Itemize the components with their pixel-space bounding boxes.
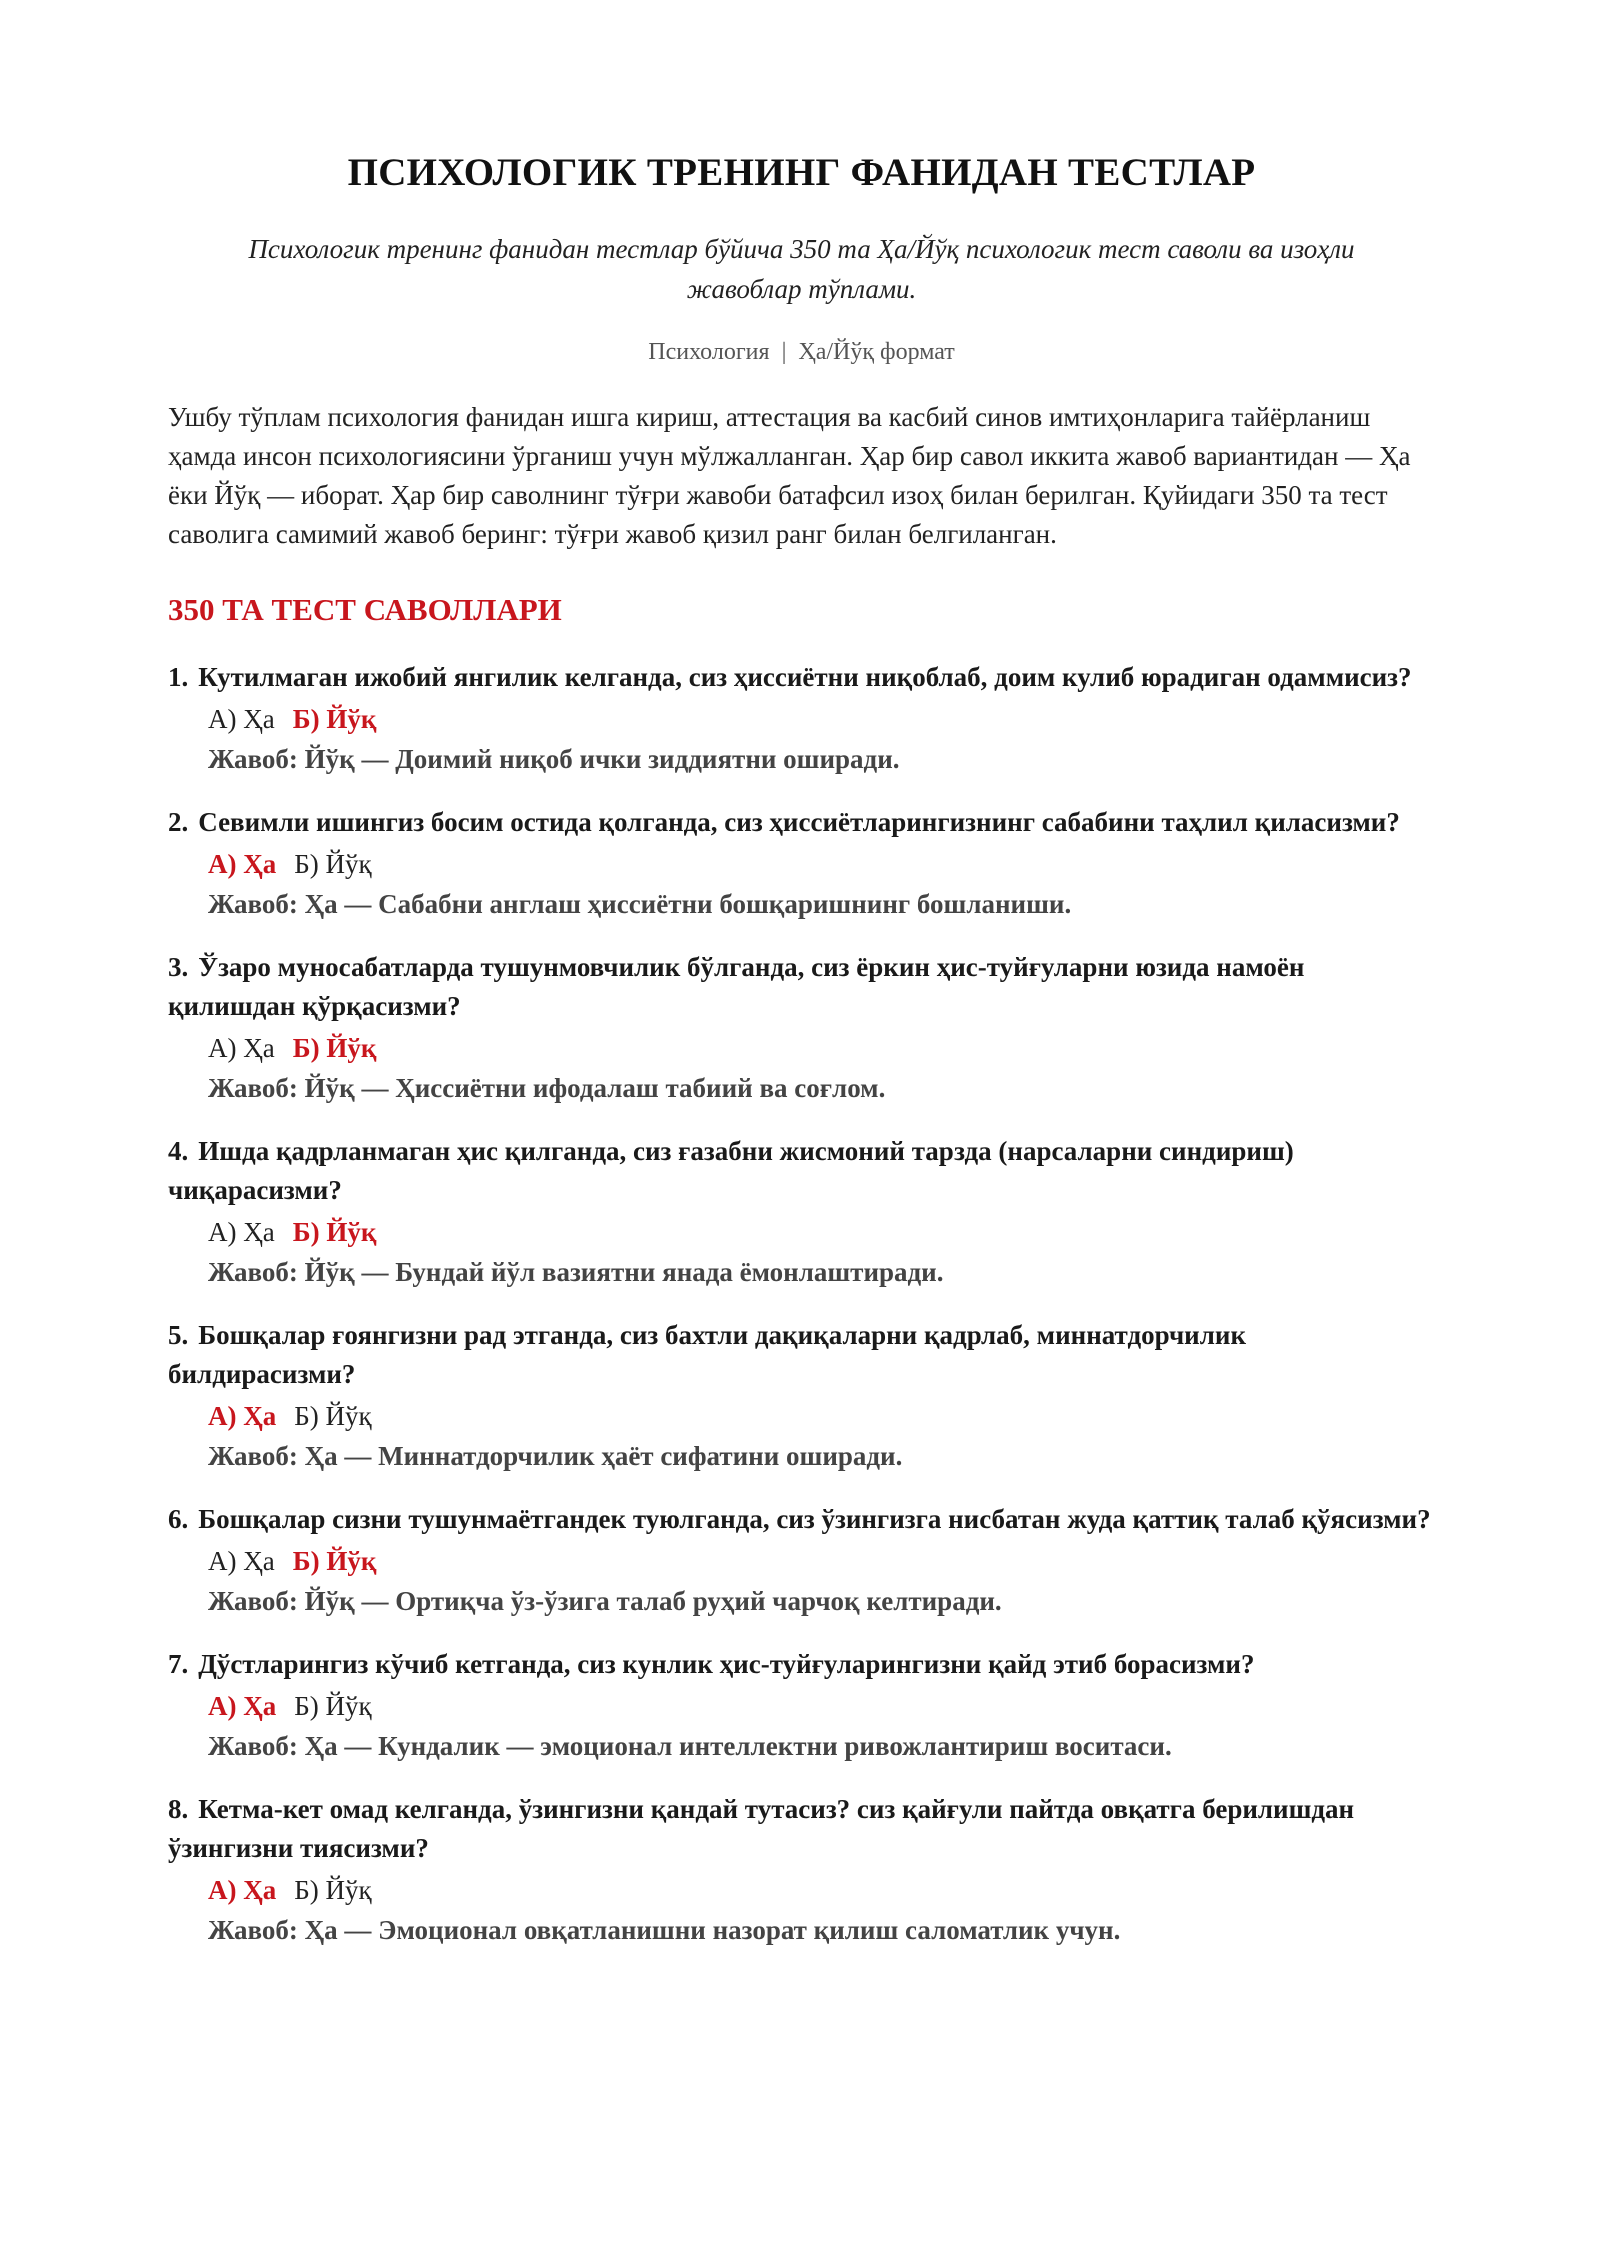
question-body: Ишда қадрланмаган ҳис қилганда, сиз ғазабни жисмоний тарзда (нарсаларни синдириш) чиқарасизми?	[168, 1136, 1294, 1205]
answer-options	[168, 1396, 1435, 1436]
question-body: Бошқалар ғоянгизни рад этганда, сиз бахтли дақиқаларни қадрлаб, миннатдорчилик билдирасизми?	[168, 1320, 1247, 1389]
meta-format: Ҳа/Йўқ формат	[798, 339, 955, 365]
question-text	[168, 1790, 1435, 1868]
answer-options	[168, 1212, 1435, 1252]
question-item	[168, 1132, 1435, 1292]
question-number: 6.	[168, 1504, 189, 1534]
question-item	[168, 948, 1435, 1108]
question-item	[168, 1645, 1435, 1766]
question-number: 4.	[168, 1136, 189, 1166]
question-text	[168, 1316, 1435, 1394]
question-body: Ўзаро муносабатларда тушунмовчилик бўлганда, сиз ёркин ҳис-туйғуларни юзида намоён қилишдан қўрқасизми?	[168, 952, 1305, 1021]
answer-explanation: Жавоб: Ҳа — Миннатдорчилик ҳаёт сифатини оширади.	[208, 1441, 903, 1471]
question-number: 1.	[168, 662, 189, 692]
answer-explanation: Жавоб: Йўқ — Ортиқча ўз-ўзига талаб руҳий чарчоқ келтиради.	[208, 1586, 1002, 1616]
question-item	[168, 1316, 1435, 1476]
question-number: 8.	[168, 1794, 189, 1824]
question-body: Севимли ишингиз босим остида қолганда, сиз ҳиссиётларингизнинг сабабини таҳлил қиласизми?	[198, 807, 1400, 837]
option-a: А) Ҳа	[208, 1033, 275, 1063]
intro-paragraph: Ушбу тўплам психология фанидан ишга кириш, аттестация ва касбий синов имтиҳонларига тайёрланиш ҳамда инсон психологиясини ўрганиш учун мўлжалланган. Ҳар бир савол иккита жавоб вариантидан — Ҳа ёки Йўқ — иборат. Ҳар бир саволнинг тўғри жавоби батафсил изоҳ билан берилган. Қуйидаги 350 та тест саволига самимий жавоб беринг: тўғри жавоб қизил ранг билан белгиланган.	[168, 402, 1411, 549]
page-title: ПСИХОЛОГИК ТРЕНИНГ ФАНИДАН ТЕСТЛАР	[347, 151, 1256, 194]
option-b: Б) Йўқ	[294, 1401, 372, 1431]
answer-options	[168, 1028, 1435, 1068]
option-a: А) Ҳа	[208, 1691, 277, 1721]
question-item	[168, 1790, 1435, 1950]
meta-category: Психология	[648, 339, 770, 365]
question-body: Кетма-кет омад келганда, ўзингизни қандай тутасиз? сиз қайғули пайтда овқатга берилишдан ўзингизни тиясизми?	[168, 1794, 1355, 1863]
answer-explanation: Жавоб: Ҳа — Эмоционал овқатланишни назорат қилиш саломатлик учун.	[208, 1915, 1121, 1945]
question-number: 7.	[168, 1649, 189, 1679]
question-item	[168, 658, 1435, 779]
option-a: А) Ҳа	[208, 1875, 277, 1905]
question-list	[168, 658, 1435, 1950]
option-a: А) Ҳа	[208, 1401, 277, 1431]
question-body: Кутилмаган ижобий янгилик келганда, сиз ҳиссиётни ниқоблаб, доим кулиб юрадиган одаммисиз?	[198, 662, 1412, 692]
option-b: Б) Йўқ	[294, 1691, 372, 1721]
option-a: А) Ҳа	[208, 849, 277, 879]
option-b: Б) Йўқ	[292, 1033, 377, 1063]
answer-explanation: Жавоб: Ҳа — Сабабни англаш ҳиссиётни бошқаришнинг бошланиши.	[208, 889, 1072, 919]
option-b: Б) Йўқ	[292, 1546, 377, 1576]
question-text	[168, 658, 1435, 697]
answer-explanation: Жавоб: Ҳа — Кундалик — эмоционал интеллектни ривожлантириш воситаси.	[208, 1731, 1172, 1761]
section-title: 350 ТА ТЕСТ САВОЛЛАРИ	[168, 592, 562, 627]
option-b: Б) Йўқ	[292, 1217, 377, 1247]
option-b: Б) Йўқ	[292, 704, 377, 734]
question-text	[168, 948, 1435, 1026]
question-body: Бошқалар сизни тушунмаётгандек туюлганда, сиз ўзингизга нисбатан жуда қаттиқ талаб қўясизми?	[198, 1504, 1431, 1534]
option-a: А) Ҳа	[208, 1217, 275, 1247]
answer-explanation: Жавоб: Йўқ — Бундай йўл вазиятни янада ёмонлаштиради.	[208, 1257, 944, 1287]
question-item	[168, 1500, 1435, 1621]
answer-explanation: Жавоб: Йўқ — Ҳиссиётни ифодалаш табиий ва соғлом.	[208, 1073, 886, 1103]
question-text	[168, 803, 1435, 842]
page-subtitle: Психологик тренинг фанидан тестлар бўйича 350 та Ҳа/Йўқ психологик тест саволи ва изоҳли жавоблар тўплами.	[248, 234, 1355, 304]
meta-separator: |	[781, 339, 787, 365]
question-text	[168, 1132, 1435, 1210]
question-number: 2.	[168, 807, 189, 837]
question-text	[168, 1500, 1435, 1539]
question-number: 3.	[168, 952, 189, 982]
option-a: А) Ҳа	[208, 1546, 275, 1576]
answer-options	[168, 1686, 1435, 1726]
question-number: 5.	[168, 1320, 189, 1350]
question-text	[168, 1645, 1435, 1684]
answer-options	[168, 1870, 1435, 1910]
answer-options	[168, 1541, 1435, 1581]
option-b: Б) Йўқ	[294, 849, 372, 879]
question-item	[168, 803, 1435, 924]
option-a: А) Ҳа	[208, 704, 275, 734]
question-body: Дўстларингиз кўчиб кетганда, сиз кунлик ҳис-туйғуларингизни қайд этиб борасизми?	[198, 1649, 1255, 1679]
answer-options	[168, 844, 1435, 884]
answer-explanation: Жавоб: Йўқ — Доимий ниқоб ички зиддиятни оширади.	[208, 744, 900, 774]
meta-line	[168, 339, 1435, 366]
option-b: Б) Йўқ	[294, 1875, 372, 1905]
answer-options	[168, 699, 1435, 739]
